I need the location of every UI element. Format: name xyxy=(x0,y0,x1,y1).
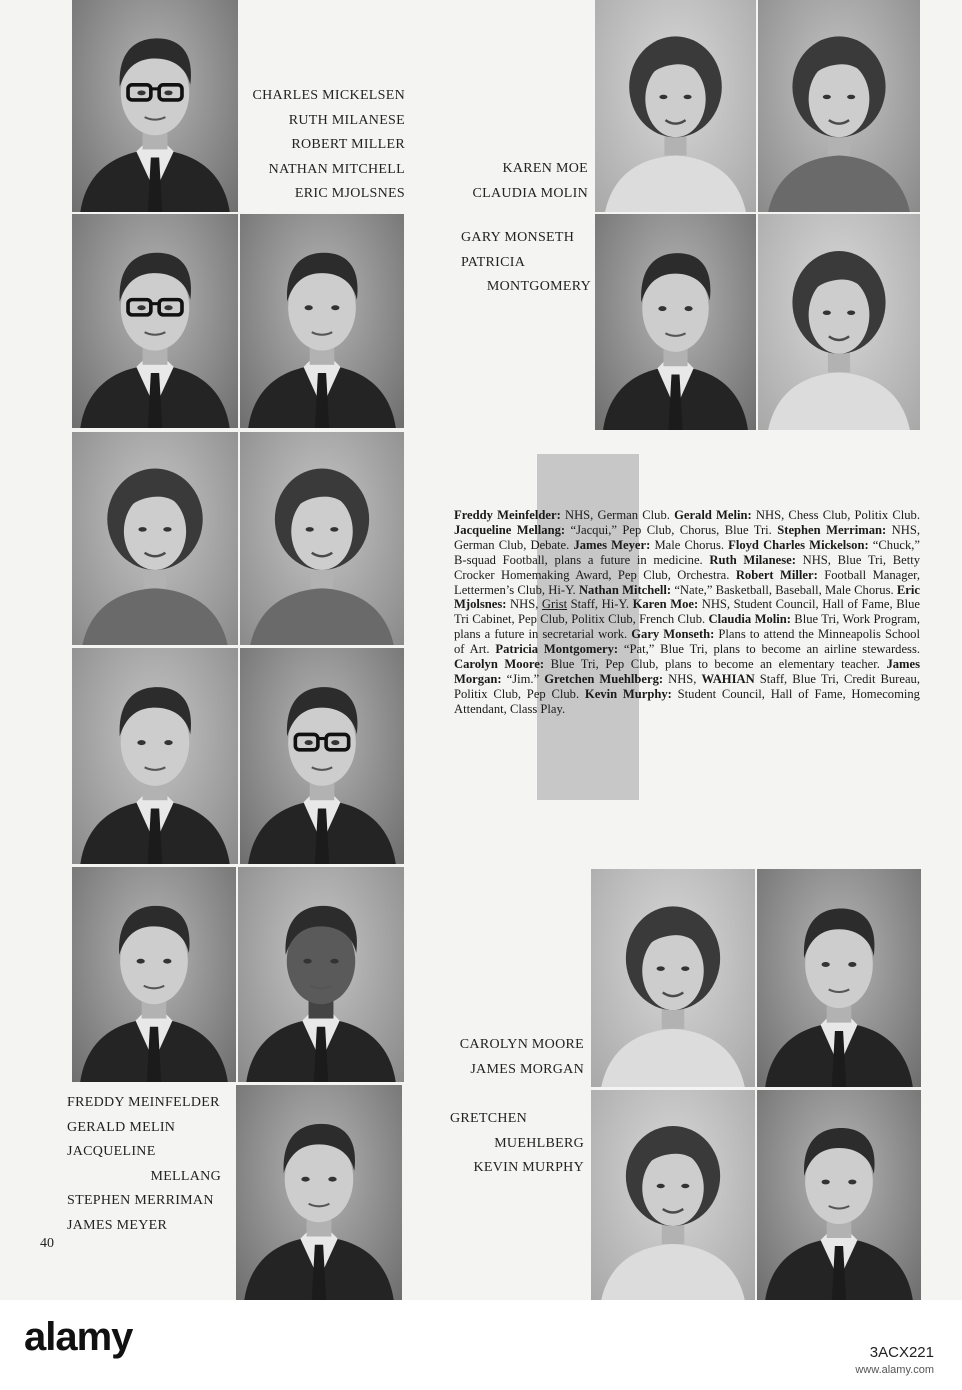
portrait-illustration xyxy=(591,1090,755,1300)
bio-entry-text: NHS, Student Council, Hall of Fame, Blue Tri Cabinet, Pep Club, Politix Club, French Club. xyxy=(454,597,920,627)
portrait-illustration xyxy=(240,214,404,428)
portrait-photo xyxy=(758,214,920,430)
name-list-top-right xyxy=(440,157,588,206)
portrait-photo xyxy=(595,0,756,212)
bio-publication: Grist xyxy=(541,597,568,612)
portrait-photo xyxy=(757,869,921,1087)
portrait-illustration xyxy=(595,214,756,430)
student-name: JAMES MORGAN xyxy=(470,1061,584,1077)
bio-student-name: Claudia Molin: xyxy=(708,612,791,627)
bio-student-name: Robert Miller: xyxy=(735,567,818,582)
bio-student-name: Eric Mjolsnes: xyxy=(454,582,920,612)
portrait-illustration xyxy=(72,867,236,1082)
portrait-photo xyxy=(238,867,404,1082)
bio-student-name: Karen Moe: xyxy=(632,597,699,612)
watermark-url: www.alamy.com xyxy=(855,1364,934,1376)
bio-student-name: James Morgan: xyxy=(454,657,921,686)
watermark-logo: alamy xyxy=(24,1315,133,1359)
portrait-photo xyxy=(72,214,238,428)
bio-entry-text: “Jacqui,” Pep Club, Chorus, Blue Tri. xyxy=(565,522,778,537)
bio-student-name: Gary Monseth: xyxy=(631,627,715,642)
portrait-photo xyxy=(240,648,404,864)
bio-student-name: Kevin Murphy: xyxy=(584,686,672,701)
portrait-photo xyxy=(757,1090,921,1300)
student-name: GARY MONSETH xyxy=(461,230,575,245)
student-name: GERALD MELIN xyxy=(67,1119,176,1135)
bio-student-name: James Meyer: xyxy=(573,537,651,552)
portrait-illustration xyxy=(238,867,404,1082)
portrait-illustration xyxy=(591,869,755,1087)
bio-student-name: Gerald Melin: xyxy=(674,508,752,522)
student-name: JAMES MEYER xyxy=(67,1217,168,1233)
portrait-illustration xyxy=(240,648,404,864)
portrait-photo xyxy=(72,432,238,645)
name-list-bottom-center-2 xyxy=(450,1107,584,1181)
student-name: RUTH MILANESE xyxy=(288,112,405,128)
bio-student-name: Patricia Montgomery: xyxy=(495,642,619,657)
portrait-photo xyxy=(72,867,236,1082)
bio-entry-text: NHS, German Club, Debate. xyxy=(454,522,920,552)
student-name: PATRICIA xyxy=(461,254,526,270)
portrait-illustration xyxy=(757,1090,921,1300)
student-name: FREDDY MEINFELDER xyxy=(67,1095,220,1110)
bio-entry-text: Staff, Blue Tri, Credit Bureau, Politix Club, Pep Club. xyxy=(454,671,921,701)
portrait-illustration xyxy=(758,214,920,430)
student-name: CLAUDIA MOLIN xyxy=(472,185,588,201)
bio-entry-text: Male Chorus. xyxy=(650,537,729,552)
bio-entry-text: NHS, xyxy=(663,671,702,686)
student-name: CAROLYN MOORE xyxy=(459,1037,584,1052)
portrait-illustration xyxy=(72,432,238,645)
portrait-photo xyxy=(240,214,404,428)
watermark-image-id: 3ACX221 xyxy=(869,1344,934,1361)
bio-entry-text: “Jim.” xyxy=(501,671,545,686)
bio-student-name: Stephen Merriman: xyxy=(777,522,887,537)
bio-student-name: Nathan Mitchell: xyxy=(578,582,672,597)
portrait-illustration xyxy=(72,648,238,864)
bio-student-name: Carolyn Moore: xyxy=(454,657,545,672)
bio-entry-text: Blue Tri, Pep Club, plans to become an elementary teacher. xyxy=(544,657,887,672)
bio-student-name: Gretchen Muehlberg: xyxy=(544,671,664,686)
bio-student-name: Freddy Meinfelder: xyxy=(454,508,561,522)
student-name: JACQUELINE xyxy=(67,1144,156,1159)
bio-publication: WAHIAN xyxy=(701,671,755,686)
bio-student-name: Jacqueline Mellang: xyxy=(454,522,566,537)
bio-entry-text: NHS, xyxy=(506,597,542,612)
bio-student-name: Floyd Charles Mickelson: xyxy=(728,537,869,552)
bio-entry-text: Blue Tri, Work Program, plans a future in secretarial work. xyxy=(454,612,920,642)
portrait-photo xyxy=(595,214,756,430)
name-list-mid-right xyxy=(461,226,591,300)
portrait-illustration xyxy=(72,0,238,212)
bio-entry-text: “Chuck,” B-squad Football, plans a future in medicine. xyxy=(454,537,921,567)
bio-entry-text: “Pat,” Blue Tri, plans to become an airline stewardess. xyxy=(618,642,920,657)
student-name: ROBERT MILLER xyxy=(291,137,405,152)
student-name: STEPHEN MERRIMAN xyxy=(67,1193,214,1208)
student-name: MONTGOMERY xyxy=(486,279,591,294)
portrait-photo xyxy=(758,0,920,212)
portrait-illustration xyxy=(595,0,756,212)
portrait-photo xyxy=(236,1085,402,1300)
portrait-illustration xyxy=(236,1085,402,1300)
student-name: NATHAN MITCHELL xyxy=(268,161,405,177)
watermark-banner xyxy=(0,1300,962,1390)
bio-entry-text: “Nate,” Basketball, Baseball, Male Chorus. xyxy=(671,582,897,597)
bio-student-name: Ruth Milanese: xyxy=(709,552,796,567)
bio-paragraph xyxy=(454,508,920,717)
student-name: KAREN MOE xyxy=(502,161,588,176)
student-name: MUEHLBERG xyxy=(494,1135,584,1151)
portrait-illustration xyxy=(757,869,921,1087)
name-list-bottom-center xyxy=(440,1033,584,1082)
name-list-top-left xyxy=(230,84,405,207)
portrait-photo xyxy=(72,0,238,212)
portrait-photo xyxy=(591,869,755,1087)
portrait-illustration xyxy=(758,0,920,212)
bio-entry-text: NHS, Blue Tri, Betty Crocker Homemaking Award, Pep Club, Orchestra. xyxy=(454,552,920,582)
student-name: CHARLES MICKELSEN xyxy=(252,88,405,103)
bio-entry-text: Football Manager, Lettermen’s Club, Hi-Y. xyxy=(454,567,920,597)
bio-entry-text: Student Council, Hall of Fame, Homecoming Attendant, Class Play. xyxy=(454,686,920,716)
portrait-photo xyxy=(240,432,404,645)
bio-entry-text: Plans to attend the Minneapolis School of Art. xyxy=(454,627,920,657)
portrait-illustration xyxy=(72,214,238,428)
bio-entry-text: NHS, German Club. xyxy=(560,508,675,522)
portrait-photo xyxy=(72,648,238,864)
portrait-photo xyxy=(591,1090,755,1300)
student-name: MELLANG xyxy=(150,1168,221,1184)
student-name: ERIC MJOLSNES xyxy=(294,186,405,201)
student-name: KEVIN MURPHY xyxy=(473,1160,584,1175)
student-name: GRETCHEN xyxy=(450,1111,528,1126)
name-list-bottom-left xyxy=(67,1091,233,1238)
portrait-illustration xyxy=(240,432,404,645)
bio-entry-text: NHS, Chess Club, Politix Club. xyxy=(751,508,920,522)
page-number: 40 xyxy=(40,1236,54,1251)
bio-entry-text: Staff, Hi-Y. xyxy=(567,597,633,612)
